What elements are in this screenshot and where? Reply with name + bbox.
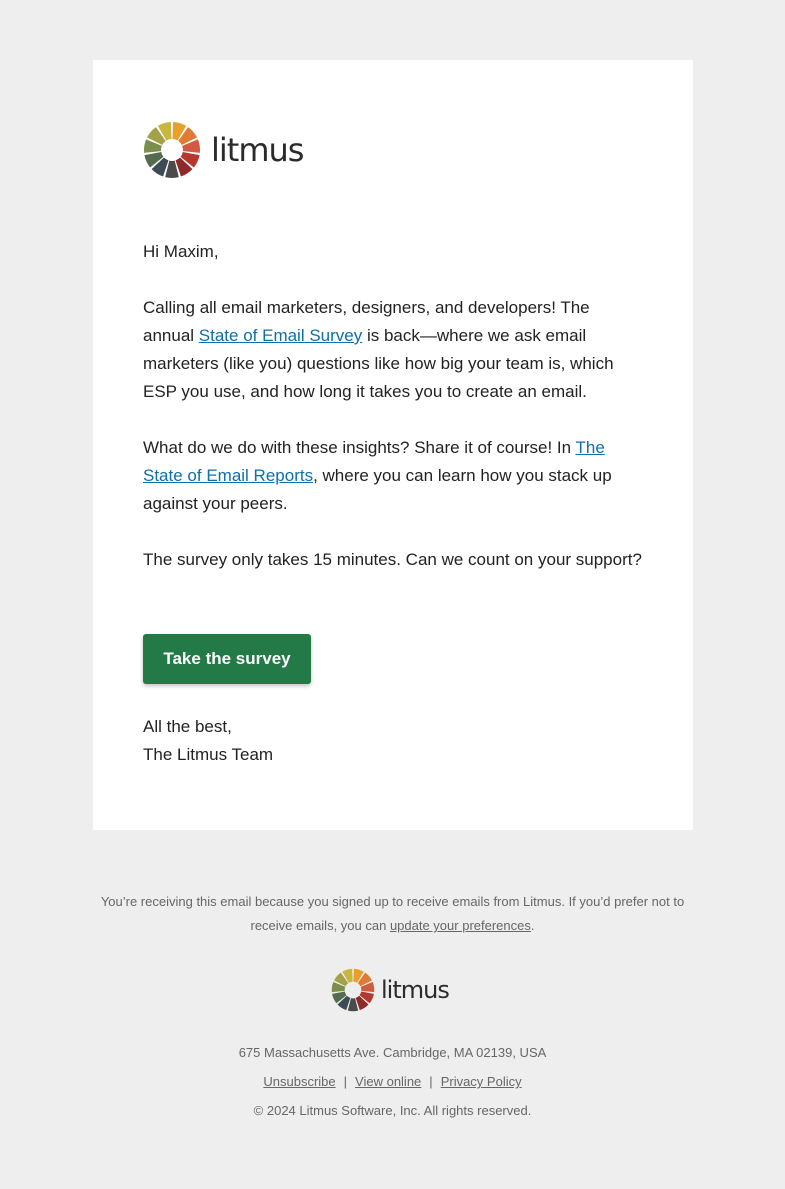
unsubscribe-link[interactable]: Unsubscribe [263, 1074, 336, 1089]
color-wheel-icon [143, 121, 201, 179]
greeting: Hi Maxim, [143, 242, 219, 261]
email-body [143, 238, 643, 574]
footer-address: 675 Massachusetts Ave. Cambridge, MA 02139, USA [238, 1045, 547, 1060]
paragraph-2: What do we do with these insights? Share it of course! In The State of Email Reports, where you can learn how you stack up against your peers. [143, 438, 612, 513]
copyright: © 2024 Litmus Software, Inc. All rights reserved. [253, 1103, 532, 1118]
take-survey-button[interactable]: Take the survey [143, 634, 311, 684]
footer-links [0, 1074, 785, 1089]
view-online-link[interactable]: View online [355, 1074, 422, 1089]
footer-notice: You’re receiving this email because you signed up to receive emails from Litmus. If you’d prefer not to receive emails, you can update your preferences. [100, 894, 685, 933]
separator: | [343, 1074, 348, 1089]
litmus-logo[interactable] [143, 121, 303, 179]
state-of-email-reports-link[interactable]: The State of Email Reports [143, 438, 605, 485]
signature-block [143, 713, 643, 769]
privacy-policy-link[interactable]: Privacy Policy [440, 1074, 522, 1089]
separator: | [429, 1074, 433, 1089]
paragraph-1: Calling all email marketers, designers, and developers! The annual State of Email Survey is back—where we ask email marketers (like you) questions like how big your team is, which ESP you use, and how long it takes you to create an email. [143, 298, 614, 401]
color-wheel-icon [331, 968, 375, 1012]
signoff: All the best, [143, 717, 232, 736]
paragraph-3: The survey only takes 15 minutes. Can we count on your support? [143, 550, 642, 569]
logo-wordmark: litmus [211, 131, 304, 169]
signature: The Litmus Team [143, 745, 274, 764]
footer-litmus-logo[interactable] [331, 968, 449, 1012]
footer-logo-wordmark: litmus [381, 976, 449, 1004]
update-preferences-link[interactable]: update your preferences [389, 918, 531, 933]
email-card [93, 60, 693, 830]
state-of-email-survey-link[interactable]: State of Email Survey [198, 326, 363, 345]
